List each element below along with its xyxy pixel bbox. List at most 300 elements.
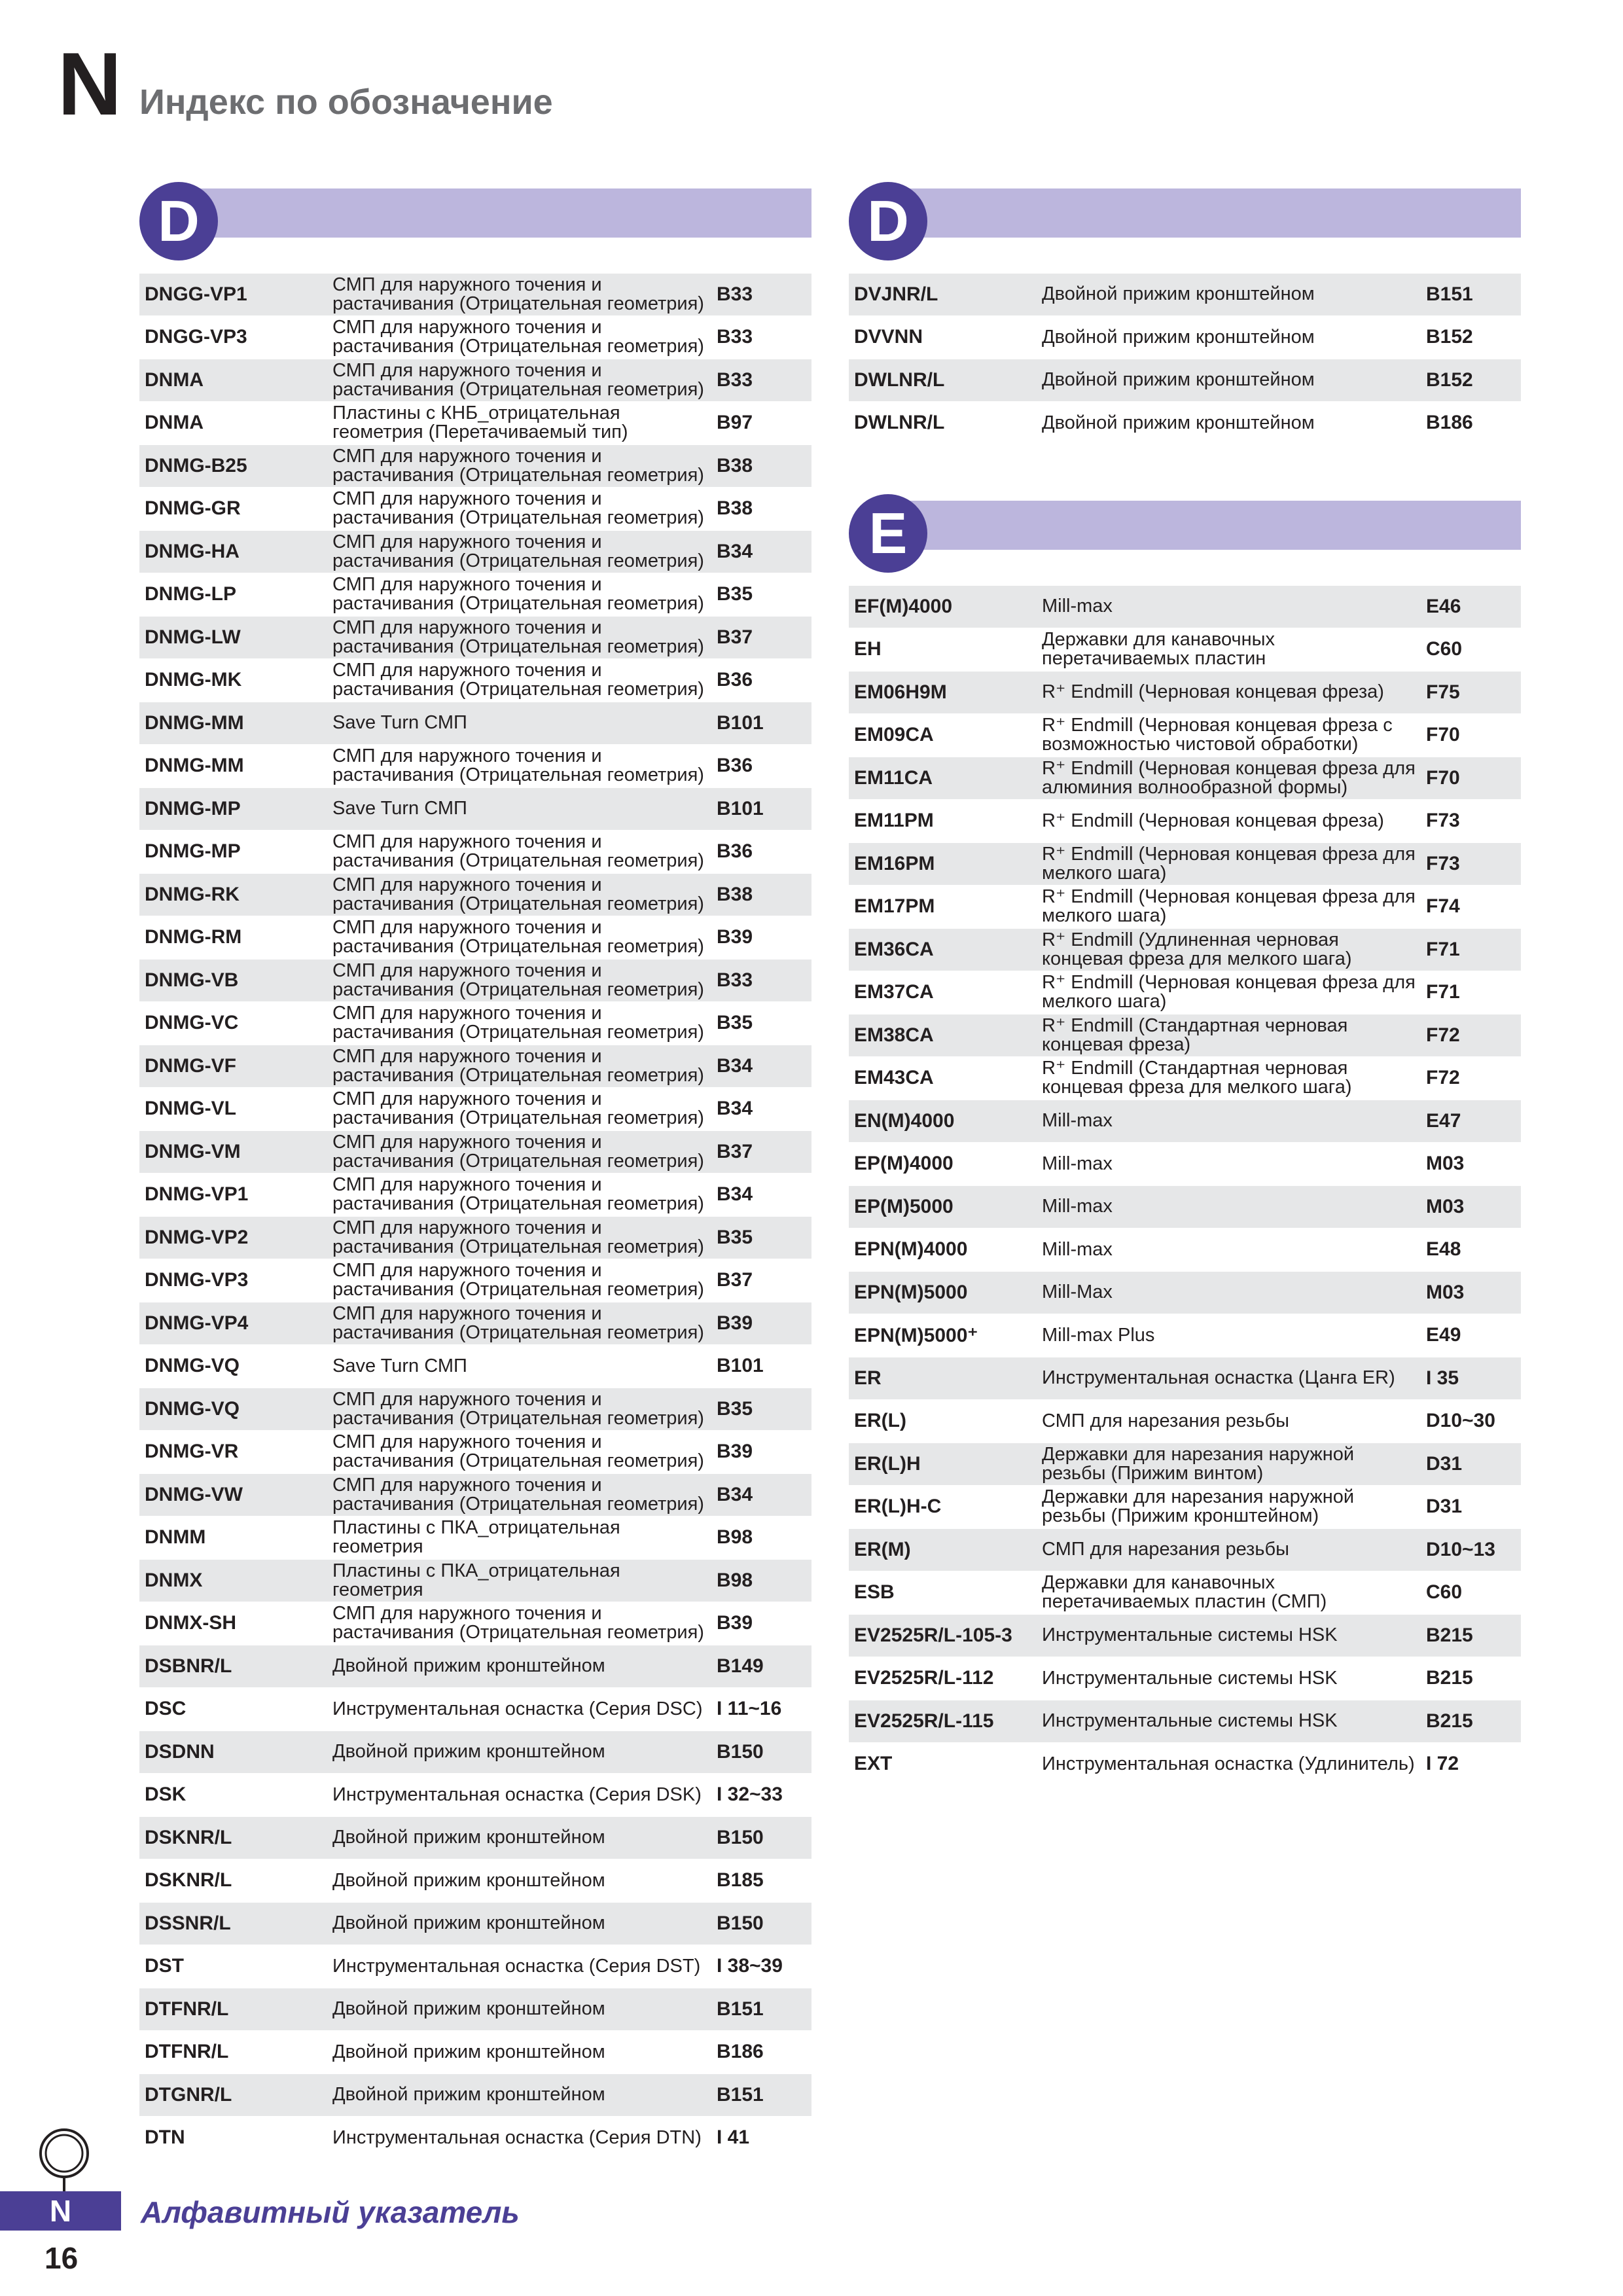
item-code: DNGG-VP1 [145, 283, 247, 305]
item-description: СМП для наружного точения и растачивания (Отрицательная геометрия) [332, 1003, 704, 1043]
item-page-ref: B215 [1426, 1710, 1473, 1732]
item-page-ref: B33 [717, 283, 753, 305]
item-page-ref: B33 [717, 368, 753, 391]
section-bar [885, 501, 1521, 550]
item-description: Инструментальная оснастка (Цанга ER) [1042, 1367, 1395, 1389]
item-code: EP(M)5000 [854, 1195, 954, 1217]
list-item [139, 1774, 812, 1818]
item-page-ref: I 72 [1426, 1753, 1459, 1775]
item-page-ref: I 11~16 [717, 1698, 782, 1720]
item-page-ref: D10~13 [1426, 1538, 1495, 1560]
list-item [139, 831, 812, 874]
item-code: DNMG-VP1 [145, 1183, 249, 1206]
list-item [139, 1260, 812, 1303]
list-item [849, 1272, 1521, 1315]
item-description: СМП для наружного точения и растачивания (Отрицательная геометрия) [332, 831, 704, 872]
list-item [139, 1431, 812, 1475]
item-description: СМП для нарезания резьбы [1042, 1410, 1289, 1431]
item-description: СМП для нарезания резьбы [1042, 1539, 1289, 1560]
list-item [849, 1572, 1521, 1615]
item-code: DNMA [145, 412, 204, 434]
list-item [139, 359, 812, 403]
item-description: СМП для наружного точения и растачивания (Отрицательная геометрия) [332, 1302, 704, 1343]
item-page-ref: B101 [717, 797, 764, 819]
list-item [139, 1731, 812, 1774]
list-item [139, 1302, 812, 1346]
item-description: Инструментальные системы HSK [1042, 1710, 1338, 1732]
item-description: R⁺ Endmill (Черновая концевая фреза с возможностью чистовой обработки) [1042, 715, 1393, 755]
item-code: DNMG-HA [145, 540, 240, 562]
item-code: DTFNR/L [145, 2041, 229, 2063]
item-code: EM36CA [854, 938, 934, 960]
list-item [139, 1988, 812, 2032]
item-code: DNMG-RM [145, 926, 242, 948]
item-code: DNMG-VF [145, 1054, 236, 1077]
item-code: DNMG-VM [145, 1140, 241, 1162]
list-item [139, 660, 812, 703]
item-page-ref: E47 [1426, 1109, 1461, 1132]
item-code: ER(L)H-C [854, 1496, 942, 1518]
item-page-ref: D10~30 [1426, 1410, 1495, 1432]
list-item [139, 617, 812, 660]
item-description: СМП для наружного точения и растачивания (Отрицательная геометрия) [332, 359, 704, 400]
list-item [849, 317, 1521, 360]
item-code: EXT [854, 1753, 893, 1775]
item-code: DTGNR/L [145, 2083, 232, 2106]
item-code: DVVNN [854, 326, 923, 348]
item-description: Двойной прижим кронштейном [332, 2041, 605, 2062]
list-item [849, 1229, 1521, 1272]
item-page-ref: C60 [1426, 1581, 1463, 1604]
item-description: Двойной прижим кронштейном [1042, 369, 1315, 391]
item-code: EH [854, 638, 882, 660]
item-code: EM11CA [854, 766, 933, 789]
item-page-ref: B215 [1426, 1624, 1473, 1646]
list-item [139, 788, 812, 831]
item-page-ref: B35 [717, 1012, 753, 1034]
item-description: СМП для наружного точения и растачивания (Отрицательная геометрия) [332, 874, 704, 914]
item-page-ref: F75 [1426, 681, 1460, 703]
item-code: DST [145, 1955, 184, 1977]
item-code: ER [854, 1367, 882, 1389]
item-page-ref: B98 [717, 1526, 753, 1549]
list-item [849, 1700, 1521, 1744]
item-code: DNMG-RK [145, 883, 240, 905]
index-list-e [849, 586, 1521, 1786]
item-page-ref: B97 [717, 412, 753, 434]
list-item [849, 1658, 1521, 1701]
item-page-ref: F71 [1426, 981, 1460, 1003]
item-page-ref: B33 [717, 326, 753, 348]
list-item [139, 274, 812, 317]
list-item [849, 1315, 1521, 1358]
item-page-ref: B35 [717, 1226, 753, 1248]
item-description: Инструментальные системы HSK [1042, 1624, 1338, 1646]
item-code: DNMG-B25 [145, 454, 247, 476]
item-description: Пластины с ПКА_отрицательная геометрия [332, 1517, 620, 1558]
item-description: Save Turn СМП [332, 712, 467, 734]
item-page-ref: B35 [717, 1397, 753, 1420]
list-item [139, 1603, 812, 1646]
item-page-ref: B36 [717, 755, 753, 777]
item-code: DSKNR/L [145, 1826, 232, 1848]
list-item [139, 1217, 812, 1260]
list-item [139, 1517, 812, 1560]
list-item [139, 917, 812, 960]
section-letter-badge: D [139, 182, 218, 260]
list-item [849, 1186, 1521, 1229]
item-code: DSBNR/L [145, 1655, 232, 1677]
list-item [139, 1560, 812, 1603]
item-description: Двойной прижим кронштейном [332, 1655, 605, 1677]
section-bar [175, 188, 812, 238]
item-page-ref: C60 [1426, 638, 1463, 660]
footer-title: Алфавитный указатель [141, 2195, 520, 2229]
item-description: Державки для канавочных перетачиваемых пластин (СМП) [1042, 1572, 1327, 1613]
list-item [139, 1174, 812, 1217]
item-code: EF(M)4000 [854, 595, 953, 617]
item-code: DNMM [145, 1526, 206, 1549]
list-item [139, 874, 812, 917]
item-page-ref: B38 [717, 454, 753, 476]
item-description: Пластины с КНБ_отрицательная геометрия (Перетачиваемый тип) [332, 403, 628, 443]
item-code: EM16PM [854, 852, 935, 874]
item-description: R⁺ Endmill (Черновая концевая фреза для мелкого шага) [1042, 843, 1416, 884]
list-item [849, 715, 1521, 758]
item-description: СМП для наружного точения и растачивания (Отрицательная геометрия) [332, 274, 704, 314]
list-item [139, 1388, 812, 1431]
list-item [139, 745, 812, 789]
item-page-ref: B39 [717, 1441, 753, 1463]
item-code: DWLNR/L [854, 368, 945, 391]
list-item [139, 1088, 812, 1132]
item-page-ref: B36 [717, 840, 753, 863]
item-page-ref: B151 [1426, 283, 1473, 305]
list-item [849, 1486, 1521, 1530]
item-page-ref: B150 [717, 1912, 764, 1934]
item-description: R⁺ Endmill (Черновая концевая фреза для алюминия волнообразной формы) [1042, 757, 1416, 798]
item-code: DNMA [145, 368, 204, 391]
item-code: EM37CA [854, 981, 934, 1003]
item-code: DNMX-SH [145, 1612, 236, 1634]
list-item [139, 1003, 812, 1046]
item-page-ref: B186 [1426, 412, 1473, 434]
item-page-ref: E48 [1426, 1238, 1461, 1261]
item-code: DNMG-VR [145, 1441, 239, 1463]
item-page-ref: F70 [1426, 766, 1460, 789]
item-description: СМП для наружного точения и растачивания (Отрицательная геометрия) [332, 745, 704, 786]
item-page-ref: B151 [717, 1998, 764, 2020]
item-description: СМП для наружного точения и растачивания (Отрицательная геометрия) [332, 1474, 704, 1515]
item-code: EPN(M)5000 [854, 1281, 968, 1303]
item-code: EM17PM [854, 895, 935, 918]
item-page-ref: B98 [717, 1569, 753, 1591]
item-page-ref: B150 [717, 1740, 764, 1763]
list-item [139, 1474, 812, 1517]
item-code: EV2525R/L-105-3 [854, 1624, 1012, 1646]
item-description: СМП для наружного точения и растачивания (Отрицательная геометрия) [332, 445, 704, 486]
item-page-ref: B152 [1426, 326, 1473, 348]
item-description: СМП для наружного точения и растачивания (Отрицательная геометрия) [332, 1045, 704, 1086]
item-code: DNMG-VL [145, 1098, 236, 1120]
item-description: Инструментальные системы HSK [1042, 1667, 1338, 1689]
item-description: СМП для наружного точения и растачивания (Отрицательная геометрия) [332, 1603, 704, 1643]
list-item [139, 1346, 812, 1389]
item-page-ref: F73 [1426, 810, 1460, 832]
index-list-d [139, 274, 812, 2160]
item-description: Двойной прижим кронштейном [332, 1741, 605, 1763]
item-description: Державки для канавочных перетачиваемых пластин [1042, 629, 1275, 670]
item-page-ref: B34 [717, 1054, 753, 1077]
chapter-ring-icon [33, 2127, 96, 2193]
item-code: DNMG-VP2 [145, 1226, 249, 1248]
list-item [139, 317, 812, 360]
item-code: DNMG-VP3 [145, 1269, 249, 1291]
item-code: DSK [145, 1784, 187, 1806]
list-item [849, 586, 1521, 629]
item-description: Инструментальная оснастка (Серия DSK) [332, 1784, 702, 1805]
item-description: Save Turn СМП [332, 798, 467, 819]
chapter-letter: N [58, 34, 122, 134]
item-page-ref: B152 [1426, 368, 1473, 391]
item-page-ref: M03 [1426, 1153, 1465, 1175]
item-code: EM38CA [854, 1024, 934, 1046]
list-item [849, 1357, 1521, 1401]
item-page-ref: M03 [1426, 1195, 1465, 1217]
list-item [139, 488, 812, 531]
item-code: EM43CA [854, 1067, 934, 1089]
list-item [849, 1744, 1521, 1787]
item-code: DNMG-VQ [145, 1355, 240, 1377]
list-item [849, 843, 1521, 886]
list-item [139, 960, 812, 1003]
item-code: ER(L)H [854, 1452, 921, 1475]
item-code: EV2525R/L-115 [854, 1710, 994, 1732]
item-page-ref: D31 [1426, 1452, 1463, 1475]
item-description: Двойной прижим кронштейном [332, 1827, 605, 1848]
item-page-ref: I 41 [717, 2126, 750, 2149]
item-page-ref: F72 [1426, 1067, 1460, 1089]
item-page-ref: F71 [1426, 938, 1460, 960]
list-item [139, 702, 812, 745]
item-page-ref: E49 [1426, 1324, 1461, 1346]
item-code: DNGG-VP3 [145, 326, 247, 348]
item-code: DSKNR/L [145, 1869, 232, 1892]
item-page-ref: B34 [717, 1098, 753, 1120]
item-description: Инструментальная оснастка (Удлинитель) [1042, 1753, 1415, 1774]
item-description: Инструментальная оснастка (Серия DTN) [332, 2126, 702, 2148]
item-page-ref: B101 [717, 711, 764, 734]
item-description: Инструментальная оснастка (Серия DST) [332, 1955, 701, 1977]
item-page-ref: B37 [717, 626, 753, 648]
list-item [849, 359, 1521, 403]
item-code: EV2525R/L-112 [854, 1667, 994, 1689]
section-header-d-right [849, 182, 1521, 274]
item-code: DSC [145, 1698, 187, 1720]
list-item [849, 1401, 1521, 1444]
list-item [849, 886, 1521, 929]
item-page-ref: F70 [1426, 724, 1460, 746]
list-item [849, 1058, 1521, 1101]
item-page-ref: B37 [717, 1140, 753, 1162]
item-code: DNMG-MM [145, 755, 244, 777]
item-description: Mill-max Plus [1042, 1324, 1155, 1346]
item-page-ref: E46 [1426, 595, 1461, 617]
item-code: EN(M)4000 [854, 1109, 955, 1132]
item-page-ref: D31 [1426, 1496, 1463, 1518]
item-description: R⁺ Endmill (Черновая концевая фреза) [1042, 810, 1384, 831]
footer-chapter-tab: N [0, 2191, 121, 2231]
index-list-d-continued [849, 274, 1521, 445]
item-page-ref: B33 [717, 969, 753, 991]
item-description: СМП для наружного точения и растачивания (Отрицательная геометрия) [332, 917, 704, 958]
item-description: Mill-max [1042, 1238, 1113, 1260]
item-code: ESB [854, 1581, 895, 1604]
list-item [139, 403, 812, 446]
item-description: СМП для наружного точения и растачивания (Отрицательная геометрия) [332, 1131, 704, 1172]
item-code: DNMG-MP [145, 797, 241, 819]
item-code: DNMG-VQ [145, 1397, 240, 1420]
list-item [139, 1645, 812, 1689]
item-code: DVJNR/L [854, 283, 938, 305]
item-description: СМП для наружного точения и растачивания (Отрицательная геометрия) [332, 1431, 704, 1472]
item-description: Двойной прижим кронштейном [332, 1998, 605, 2020]
item-page-ref: B34 [717, 1483, 753, 1505]
item-description: Mill-max [1042, 1153, 1113, 1174]
item-code: EM09CA [854, 724, 934, 746]
item-code: DNMG-GR [145, 497, 241, 520]
list-item [849, 274, 1521, 317]
item-description: СМП для наружного точения и растачивания (Отрицательная геометрия) [332, 531, 704, 571]
list-item [139, 1045, 812, 1088]
item-description: Mill-max [1042, 596, 1113, 617]
item-description: СМП для наружного точения и растачивания (Отрицательная геометрия) [332, 660, 704, 700]
item-description: СМП для наружного точения и растачивания (Отрицательная геометрия) [332, 1260, 704, 1300]
item-page-ref: B39 [717, 1612, 753, 1634]
list-item [849, 1443, 1521, 1486]
item-description: Двойной прижим кронштейном [1042, 412, 1315, 433]
list-item [139, 1817, 812, 1860]
item-description: СМП для наружного точения и растачивания (Отрицательная геометрия) [332, 317, 704, 357]
list-item [139, 2074, 812, 2117]
item-code: EM11PM [854, 810, 934, 832]
section-bar [885, 188, 1521, 238]
item-code: ER(M) [854, 1538, 911, 1560]
item-page-ref: B38 [717, 883, 753, 905]
item-page-ref: B185 [717, 1869, 764, 1892]
item-description: СМП для наружного точения и растачивания (Отрицательная геометрия) [332, 1174, 704, 1215]
item-code: DNMG-MK [145, 669, 242, 691]
item-page-ref: F72 [1426, 1024, 1460, 1046]
item-page-ref: B38 [717, 497, 753, 520]
list-item [139, 2117, 812, 2161]
list-item [139, 1689, 812, 1732]
item-description: Двойной прижим кронштейном [1042, 283, 1315, 305]
item-description: СМП для наружного точения и растачивания (Отрицательная геометрия) [332, 488, 704, 529]
list-item [139, 2032, 812, 2075]
item-description: R⁺ Endmill (Черновая концевая фреза) [1042, 681, 1384, 703]
item-description: СМП для наружного точения и растачивания (Отрицательная геометрия) [332, 1388, 704, 1429]
section-letter-badge: D [849, 182, 927, 260]
section-header-e [849, 494, 1521, 586]
item-page-ref: B34 [717, 1183, 753, 1206]
item-description: СМП для наружного точения и растачивания (Отрицательная геометрия) [332, 574, 704, 615]
list-item [849, 629, 1521, 672]
item-description: СМП для наружного точения и растачивания (Отрицательная геометрия) [332, 1088, 704, 1129]
list-item [139, 1903, 812, 1946]
item-description: R⁺ Endmill (Стандартная черновая концевая фреза) [1042, 1014, 1348, 1055]
item-code: DNMG-LP [145, 583, 236, 605]
item-page-ref: B35 [717, 583, 753, 605]
right-column [849, 182, 1521, 1786]
item-page-ref: B215 [1426, 1667, 1473, 1689]
item-page-ref: B149 [717, 1655, 764, 1677]
item-description: Save Turn СМП [332, 1355, 467, 1376]
list-item [849, 972, 1521, 1015]
item-code: EPN(M)4000 [854, 1238, 968, 1261]
section-letter-badge: E [849, 494, 927, 573]
item-page-ref: B36 [717, 669, 753, 691]
item-code: DNMG-LW [145, 626, 241, 648]
item-code: EPN(M)5000⁺ [854, 1324, 978, 1346]
list-item [139, 531, 812, 574]
item-description: Державки для нарезания наружной резьбы (Прижим винтом) [1042, 1443, 1355, 1484]
item-page-ref: I 38~39 [717, 1955, 783, 1977]
item-code: DNMG-VB [145, 969, 239, 991]
list-item [849, 1615, 1521, 1658]
list-item [849, 1143, 1521, 1187]
item-code: DTN [145, 2126, 185, 2149]
item-code: EP(M)4000 [854, 1153, 954, 1175]
list-item [139, 574, 812, 617]
page-title: Индекс по обозначение [139, 82, 553, 122]
list-item [849, 800, 1521, 844]
page-number: 16 [45, 2241, 79, 2275]
item-description: Державки для нарезания наружной резьбы (Прижим кронштейном) [1042, 1486, 1355, 1527]
item-code: DNMX [145, 1569, 203, 1591]
item-code: DNMG-MM [145, 711, 244, 734]
item-page-ref: I 35 [1426, 1367, 1459, 1389]
item-description: СМП для наружного точения и растачивания (Отрицательная геометрия) [332, 1217, 704, 1257]
item-code: DWLNR/L [854, 412, 945, 434]
section-header-d-left [139, 182, 812, 274]
item-page-ref: B39 [717, 926, 753, 948]
item-description: R⁺ Endmill (Черновая концевая фреза для мелкого шага) [1042, 972, 1416, 1013]
item-description: Mill-max [1042, 1110, 1113, 1132]
item-code: DNMG-MP [145, 840, 241, 863]
item-description: Mill-Max [1042, 1282, 1113, 1303]
item-page-ref: B34 [717, 540, 753, 562]
item-page-ref: F74 [1426, 895, 1460, 918]
item-description: Пластины с ПКА_отрицательная геометрия [332, 1560, 620, 1600]
item-code: DNMG-VW [145, 1483, 243, 1505]
item-description: Инструментальная оснастка (Серия DSC) [332, 1698, 703, 1719]
list-item [849, 1014, 1521, 1058]
list-item [849, 672, 1521, 715]
item-page-ref: B186 [717, 2041, 764, 2063]
list-item [139, 1131, 812, 1174]
item-description: Двойной прижим кронштейном [332, 2084, 605, 2106]
list-item [849, 1100, 1521, 1143]
item-code: DTFNR/L [145, 1998, 229, 2020]
item-description: СМП для наружного точения и растачивания (Отрицательная геометрия) [332, 617, 704, 657]
item-page-ref: B37 [717, 1269, 753, 1291]
item-page-ref: B151 [717, 2083, 764, 2106]
list-item [849, 1529, 1521, 1572]
item-page-ref: M03 [1426, 1281, 1465, 1303]
item-code: EM06H9M [854, 681, 947, 703]
item-description: Mill-max [1042, 1196, 1113, 1217]
